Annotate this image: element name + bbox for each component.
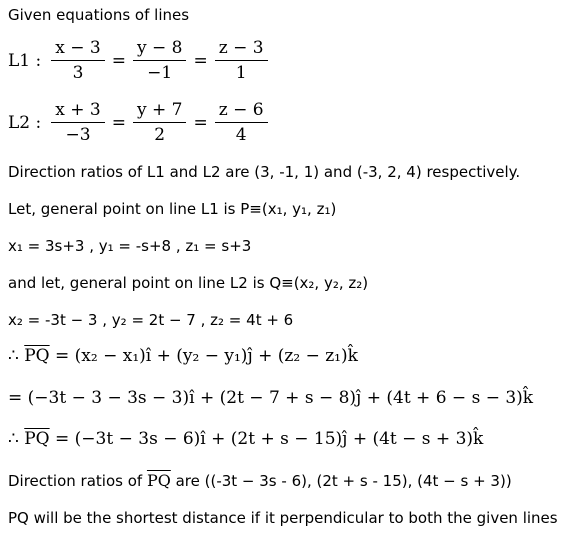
l2-fraction-z: [215, 100, 268, 145]
l2-y-numerator: y + 7: [133, 100, 186, 123]
l1-fraction-y: [133, 38, 186, 83]
l2-fraction-y: [133, 100, 186, 145]
pq-vector-expression: = (x₂ − x₁)î + (y₂ − y₁)ĵ + (z₂ − z₁)k̂: [49, 346, 358, 366]
dr-pq-prefix: Direction ratios of: [8, 472, 147, 490]
general-point-p-text: Let, general point on line L1 is P≡(x₁, y₁, z₁): [8, 200, 337, 218]
l1-y-numerator: y − 8: [133, 38, 186, 61]
l2-x-denominator: −3: [65, 125, 91, 145]
l1-y-denominator: −1: [147, 63, 173, 83]
pq-vector-label: $\overline{PQ}$: [146, 471, 171, 490]
therefore-symbol: ∴: [8, 429, 25, 449]
therefore-symbol: ∴: [8, 346, 25, 366]
l1-fraction-z: [215, 38, 268, 83]
l2-z-denominator: 4: [235, 125, 247, 145]
pq-vector-equation-2: = (−3t − 3 − 3s − 3)î + (2t − 7 + s − 8)ĵ + (4t + 6 − s − 3)k̂: [8, 388, 534, 408]
line-l2-equation: [8, 100, 272, 145]
equals-sign: =: [193, 50, 208, 71]
equals-sign: =: [111, 50, 126, 71]
q-coordinates-text: x₂ = -3t − 3 , y₂ = 2t − 7 , z₂ = 4t + 6: [8, 311, 294, 329]
pq-vector-equation-3: [8, 429, 483, 449]
l1-z-numerator: z − 3: [215, 38, 268, 61]
l2-fraction-x: [51, 100, 104, 145]
intro-text: Given equations of lines: [8, 6, 190, 24]
l2-label: L2 :: [8, 112, 42, 133]
shortest-distance-text: PQ will be the shortest distance if it perpendicular to both the given lines: [8, 509, 558, 527]
general-point-q-text: and let, general point on line L2 is Q≡(x₂, y₂, z₂): [8, 274, 369, 292]
pq-direction-ratios-text: [8, 471, 512, 490]
l2-z-numerator: z − 6: [215, 100, 268, 123]
p-coordinates-text: x₁ = 3s+3 , y₁ = -s+8 , z₁ = s+3: [8, 237, 252, 255]
equals-sign: =: [193, 112, 208, 133]
pq-vector-label: $\overline{PQ}$: [24, 346, 50, 366]
l1-fraction-x: [51, 38, 104, 83]
l1-x-numerator: x − 3: [51, 38, 104, 61]
l1-label: L1 :: [8, 50, 42, 71]
l1-z-denominator: 1: [235, 63, 247, 83]
l2-y-denominator: 2: [154, 125, 166, 145]
line-l1-equation: [8, 38, 272, 83]
equals-sign: =: [111, 112, 126, 133]
direction-ratios-text: Direction ratios of L1 and L2 are (3, -1, 1) and (-3, 2, 4) respectively.: [8, 163, 521, 181]
pq-vector-label: $\overline{PQ}$: [24, 429, 50, 449]
l1-x-denominator: 3: [72, 63, 84, 83]
pq-vector-expression: = (−3t − 3s − 6)î + (2t + s − 15)ĵ + (4t − s + 3)k̂: [49, 429, 484, 449]
dr-pq-values: are ((-3t − 3s - 6), (2t + s - 15), (4t − s + 3)): [170, 472, 512, 490]
l2-x-numerator: x + 3: [51, 100, 104, 123]
pq-vector-equation-1: [8, 346, 358, 366]
